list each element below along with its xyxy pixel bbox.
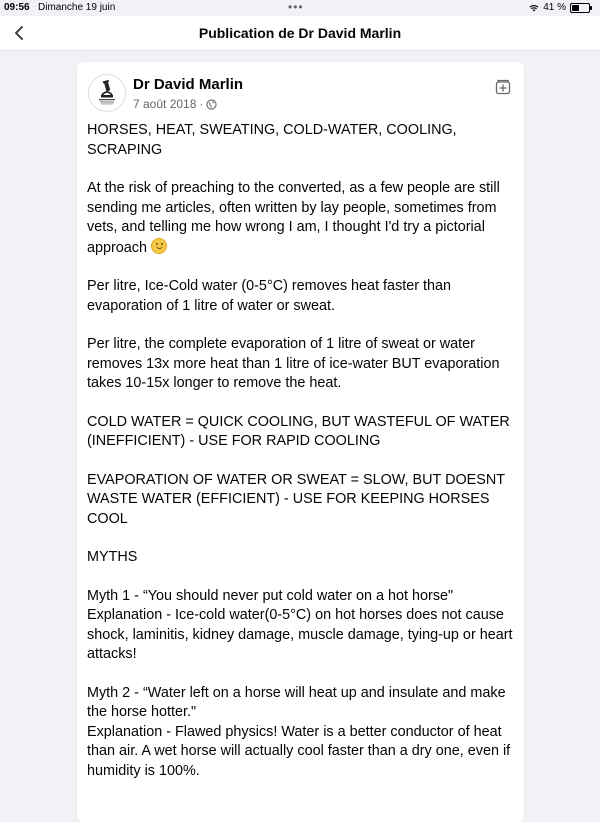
post-paragraph: MYTHS (87, 549, 138, 565)
post-paragraph: Per litre, the complete evaporation of 1 litre of sweat or water removes 13x more heat than 1 litre of ice-water BUT evaporation takes 10-15x longer to remove the heat. (87, 336, 500, 391)
save-icon (494, 78, 512, 96)
avatar[interactable] (88, 74, 126, 112)
post-date[interactable]: 7 août 2018 (133, 97, 197, 111)
post-card (77, 62, 524, 822)
post-paragraph: HORSES, HEAT, SWEATING, COLD-WATER, COOLING, SCRAPING (87, 122, 457, 158)
post-paragraph (87, 179, 519, 258)
post-paragraph: Myth 2 - “Water left on a horse will heat up and insulate and make the horse hotter." Explanation - Flawed physics! Water is a better conductor of heat than air. A wet horse will actually cool faster than a dry one, even if humidity is 100%. (87, 684, 511, 779)
post-paragraph-text: At the risk of preaching to the converted, as a few people are still sending me articles, often written by lay people, sometimes from vets, and telling me how wrong I am, I thought I'd try a pictorial approach (87, 180, 500, 256)
battery-icon (570, 3, 590, 13)
wifi-icon (529, 4, 539, 12)
smiley-emoji-icon (151, 238, 167, 254)
save-post-button[interactable] (494, 78, 512, 96)
post-body (87, 121, 519, 800)
post-paragraph: Per litre, Ice-Cold water (0-5°C) removes heat faster than evaporation of 1 litre of water or sweat. (87, 278, 452, 314)
author-name[interactable]: Dr David Marlin (133, 76, 244, 93)
globe-icon (206, 99, 217, 110)
battery-percentage: 41 % (543, 2, 566, 13)
post-paragraph: EVAPORATION OF WATER OR SWEAT = SLOW, BUT DOESNT WASTE WATER (EFFICIENT) - USE FOR KEEPING HORSES COOL (87, 471, 505, 527)
post-paragraph: COLD WATER = QUICK COOLING, BUT WASTEFUL OF WATER (INEFFICIENT) - USE FOR RAPID COOLING (87, 413, 510, 449)
status-time: 09:56 (4, 2, 30, 13)
post-meta (133, 97, 217, 111)
status-bar (0, 0, 600, 16)
post-paragraph: Myth 1 - “You should never put cold water on a hot horse" Explanation - Ice-cold water(0-5°C) on hot horses does not cause shock, laminitis, kidney damage, muscle damage, tying-up or heart attacks! (87, 587, 513, 662)
status-indicators (529, 2, 590, 13)
page-title: Publication de Dr David Marlin (198, 25, 402, 41)
microscope-logo-icon (96, 80, 118, 106)
status-date: Dimanche 19 juin (38, 2, 116, 13)
multitask-dots[interactable]: ••• (288, 0, 304, 14)
navigation-bar (0, 16, 600, 51)
meta-separator: · (199, 97, 204, 111)
